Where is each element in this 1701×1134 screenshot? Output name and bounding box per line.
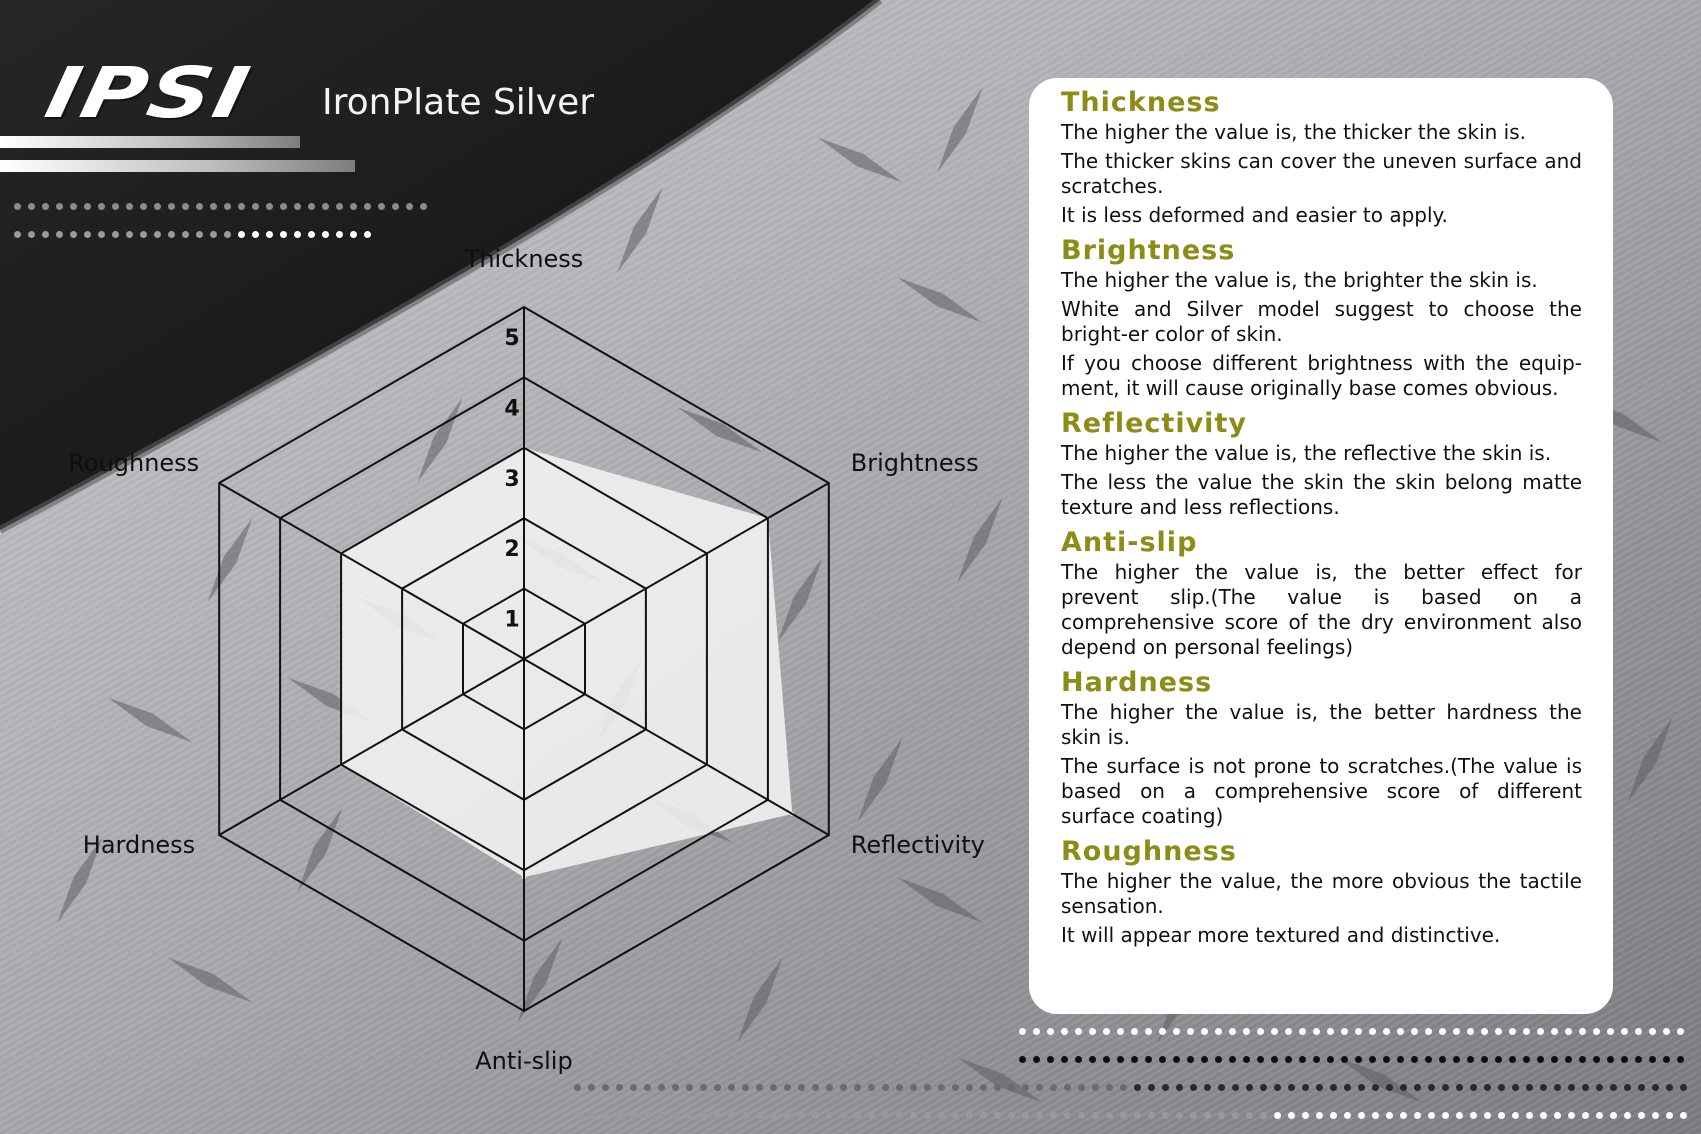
section-roughness xyxy=(1061,835,1582,948)
section-text: White and Silver model suggest to choose the bright-er color of skin. xyxy=(1061,297,1582,346)
section-text: The thicker skins can cover the uneven surface and scratches. xyxy=(1061,149,1582,198)
section-title: Anti-slip xyxy=(1061,527,1198,558)
section-reflectivity xyxy=(1061,407,1582,520)
section-anti-slip xyxy=(1061,526,1582,660)
section-thickness xyxy=(1061,86,1582,228)
section-title: Roughness xyxy=(1061,836,1237,867)
section-text: The less the value the skin the skin belong matte texture and less reflections. xyxy=(1061,470,1582,519)
section-title: Reflectivity xyxy=(1061,408,1247,439)
section-text: The higher the value is, the better effect for prevent slip.(The value is based on a comprehensive score of the dry environment also depend on personal feelings) xyxy=(1061,560,1582,659)
section-brightness xyxy=(1061,234,1582,401)
tick-label-4: 4 xyxy=(504,396,520,422)
description-panel xyxy=(1029,78,1613,1014)
axis-label-thickness: Thickness xyxy=(464,245,584,273)
axis-label-reflectivity: Reflectivity xyxy=(850,831,985,859)
section-text: It is less deformed and easier to apply. xyxy=(1061,203,1448,227)
section-text: If you choose different brightness with the equip-ment, it will cause originally base comes obvious. xyxy=(1061,351,1582,400)
section-text: The higher the value is, the better hardness the skin is. xyxy=(1061,700,1582,749)
tick-label-3: 3 xyxy=(504,466,520,492)
axis-label-roughness: Roughness xyxy=(68,449,200,477)
section-text: The higher the value is, the reflective the skin is. xyxy=(1061,441,1552,465)
tick-label-1: 1 xyxy=(504,607,520,633)
section-title: Hardness xyxy=(1061,667,1213,698)
section-text: The higher the value is, the thicker the skin is. xyxy=(1061,120,1527,144)
radar-value-area xyxy=(341,448,792,877)
axis-label-hardness: Hardness xyxy=(82,831,196,859)
product-name: IronPlate Silver xyxy=(322,82,595,123)
axis-label-brightness: Brightness xyxy=(850,449,979,477)
section-title: Brightness xyxy=(1061,235,1236,266)
section-text: The higher the value is, the brighter the skin is. xyxy=(1061,268,1538,292)
brand-logo: IPSI xyxy=(38,52,259,134)
axis-label-anti-slip: Anti-slip xyxy=(475,1047,573,1075)
tick-label-2: 2 xyxy=(504,537,520,563)
section-text: The surface is not prone to scratches.(The value is based on a comprehensive score of different surface coating) xyxy=(1061,754,1582,828)
section-hardness xyxy=(1061,666,1582,829)
section-text: The higher the value, the more obvious the tactile sensation. xyxy=(1061,869,1582,918)
tick-label-5: 5 xyxy=(504,326,520,351)
section-text: It will appear more textured and distinctive. xyxy=(1061,923,1501,947)
section-title: Thickness xyxy=(1061,87,1221,118)
